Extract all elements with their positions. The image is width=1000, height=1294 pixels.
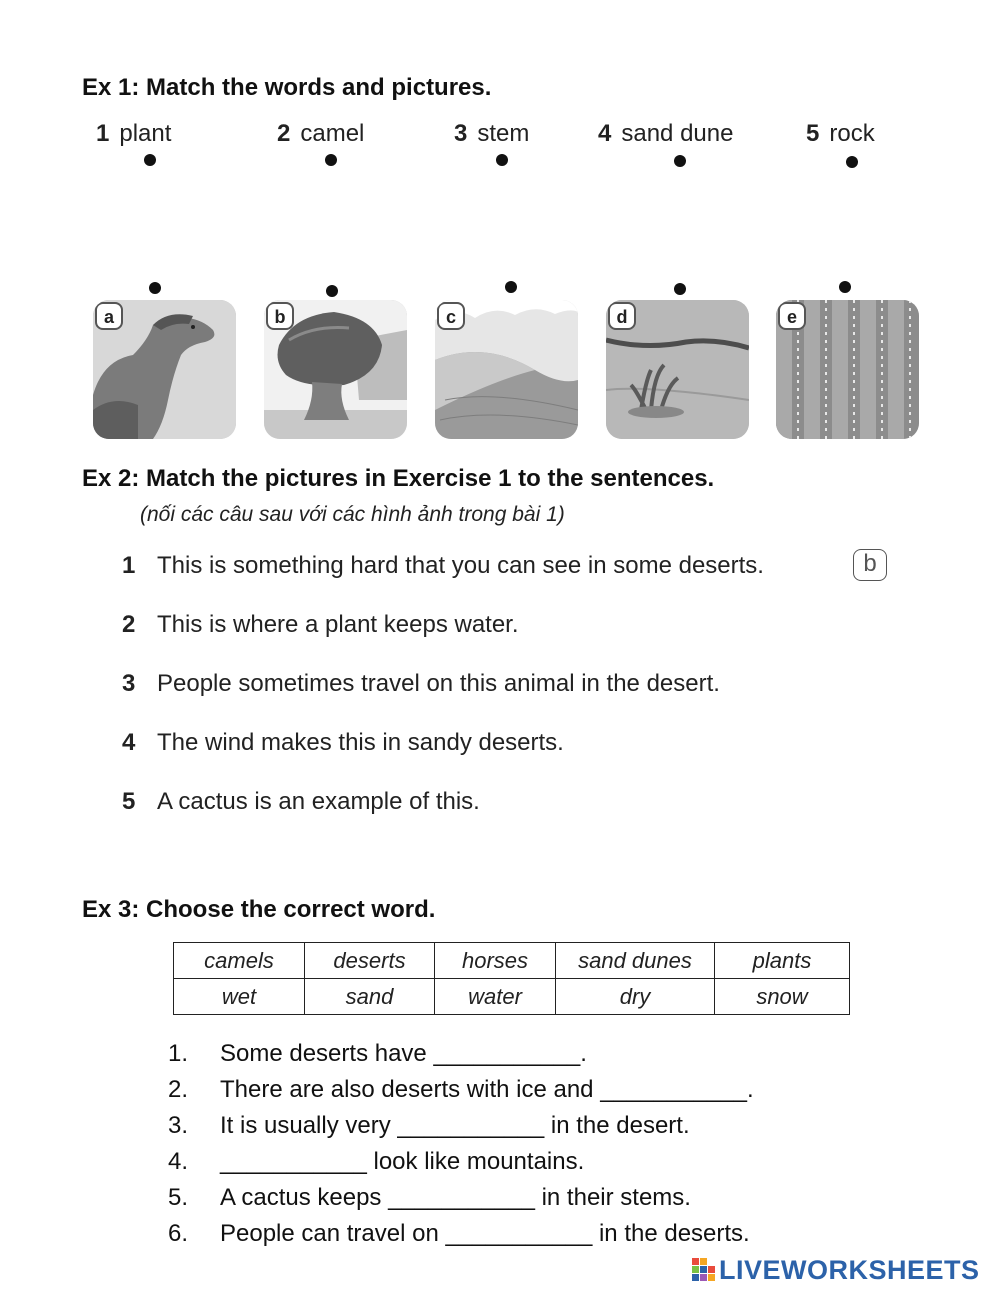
sentence-4 [122, 729, 564, 757]
word-dot-1[interactable] [144, 154, 156, 166]
word-bank-cell: water [435, 979, 556, 1015]
fill-number: 2. [168, 1076, 189, 1103]
sentence-text: This is something hard that you can see in some deserts. [157, 552, 764, 579]
match-word-5 [806, 120, 875, 148]
word-bank-cell: sand [305, 979, 435, 1015]
sentence-text: A cactus is an example of this. [157, 788, 480, 815]
match-word-2 [277, 120, 364, 148]
picture-dot-e[interactable] [839, 281, 851, 293]
picture-dot-d[interactable] [674, 283, 686, 295]
picture-dot-a[interactable] [149, 282, 161, 294]
fill-number: 5. [168, 1184, 189, 1211]
sentence-3 [122, 670, 720, 698]
word-number: 5 [806, 120, 820, 147]
word-bank-cell: deserts [305, 943, 435, 979]
picture-letter: a [95, 302, 123, 330]
picture-letter: e [778, 302, 806, 330]
word-bank-row [174, 979, 850, 1015]
word-bank-cell: snow [715, 979, 850, 1015]
fill-text: People can travel on ___________ in the deserts. [220, 1220, 750, 1247]
word-label: rock [829, 120, 875, 147]
word-bank-cell: camels [174, 943, 305, 979]
ex1-title: Ex 1: Match the words and pictures. [82, 74, 492, 101]
picture-stem [776, 300, 919, 439]
picture-sand-dune [435, 300, 578, 439]
fill-item-6[interactable] [168, 1220, 750, 1248]
match-word-3 [454, 120, 529, 148]
answer-box-1[interactable]: b [853, 549, 887, 581]
match-word-1 [96, 120, 171, 148]
fill-item-2[interactable] [168, 1076, 754, 1104]
picture-letter: d [608, 302, 636, 330]
liveworksheets-logo [692, 1255, 980, 1285]
fill-text: ___________ look like mountains. [220, 1148, 585, 1175]
word-bank-table [173, 942, 850, 1015]
word-label: sand dune [621, 120, 734, 147]
word-bank-cell: sand dunes [556, 943, 715, 979]
fill-text: There are also deserts with ice and ___________. [220, 1076, 754, 1103]
sentence-1 [122, 552, 764, 580]
word-bank-cell: plants [715, 943, 850, 979]
fill-text: Some deserts have ___________. [220, 1040, 587, 1067]
picture-dot-b[interactable] [326, 285, 338, 297]
ex2-title: Ex 2: Match the pictures in Exercise 1 to the sentences. [82, 465, 715, 492]
word-number: 1 [96, 120, 110, 147]
picture-plant [606, 300, 749, 439]
word-bank-cell: horses [435, 943, 556, 979]
word-dot-5[interactable] [846, 156, 858, 168]
fill-item-3[interactable] [168, 1112, 690, 1140]
picture-rock [264, 300, 407, 439]
word-dot-2[interactable] [325, 154, 337, 166]
sentence-5 [122, 788, 480, 816]
sentence-number: 5 [122, 788, 136, 815]
word-number: 4 [598, 120, 612, 147]
match-word-4 [598, 120, 733, 148]
word-label: plant [119, 120, 172, 147]
fill-number: 6. [168, 1220, 189, 1247]
sentence-number: 4 [122, 729, 136, 756]
word-label: camel [300, 120, 365, 147]
ex3-title: Ex 3: Choose the correct word. [82, 896, 436, 923]
ex2-note: (nối các câu sau với các hình ảnh trong bài 1) [140, 503, 565, 526]
logo-grid-icon [692, 1258, 716, 1282]
word-dot-3[interactable] [496, 154, 508, 166]
sentence-number: 2 [122, 611, 136, 638]
word-bank-cell: wet [174, 979, 305, 1015]
picture-letter: b [266, 302, 294, 330]
fill-number: 3. [168, 1112, 189, 1139]
sentence-2 [122, 611, 519, 639]
word-number: 2 [277, 120, 291, 147]
word-bank-cell: dry [556, 979, 715, 1015]
word-dot-4[interactable] [674, 155, 686, 167]
fill-text: It is usually very ___________ in the desert. [220, 1112, 690, 1139]
picture-dot-c[interactable] [505, 281, 517, 293]
picture-camel [93, 300, 236, 439]
word-label: stem [477, 120, 530, 147]
fill-item-4[interactable] [168, 1148, 584, 1176]
sentence-text: This is where a plant keeps water. [157, 611, 519, 638]
brand-text: LIVEWORKSHEETS [719, 1254, 980, 1285]
fill-number: 4. [168, 1148, 189, 1175]
fill-number: 1. [168, 1040, 189, 1067]
word-bank-row [174, 943, 850, 979]
fill-text: A cactus keeps ___________ in their stems. [220, 1184, 691, 1211]
fill-item-5[interactable] [168, 1184, 691, 1212]
sentence-number: 3 [122, 670, 136, 697]
sentence-number: 1 [122, 552, 136, 579]
sentence-text: The wind makes this in sandy deserts. [157, 729, 564, 756]
sentence-text: People sometimes travel on this animal in the desert. [157, 670, 720, 697]
word-number: 3 [454, 120, 468, 147]
picture-letter: c [437, 302, 465, 330]
fill-item-1[interactable] [168, 1040, 587, 1068]
